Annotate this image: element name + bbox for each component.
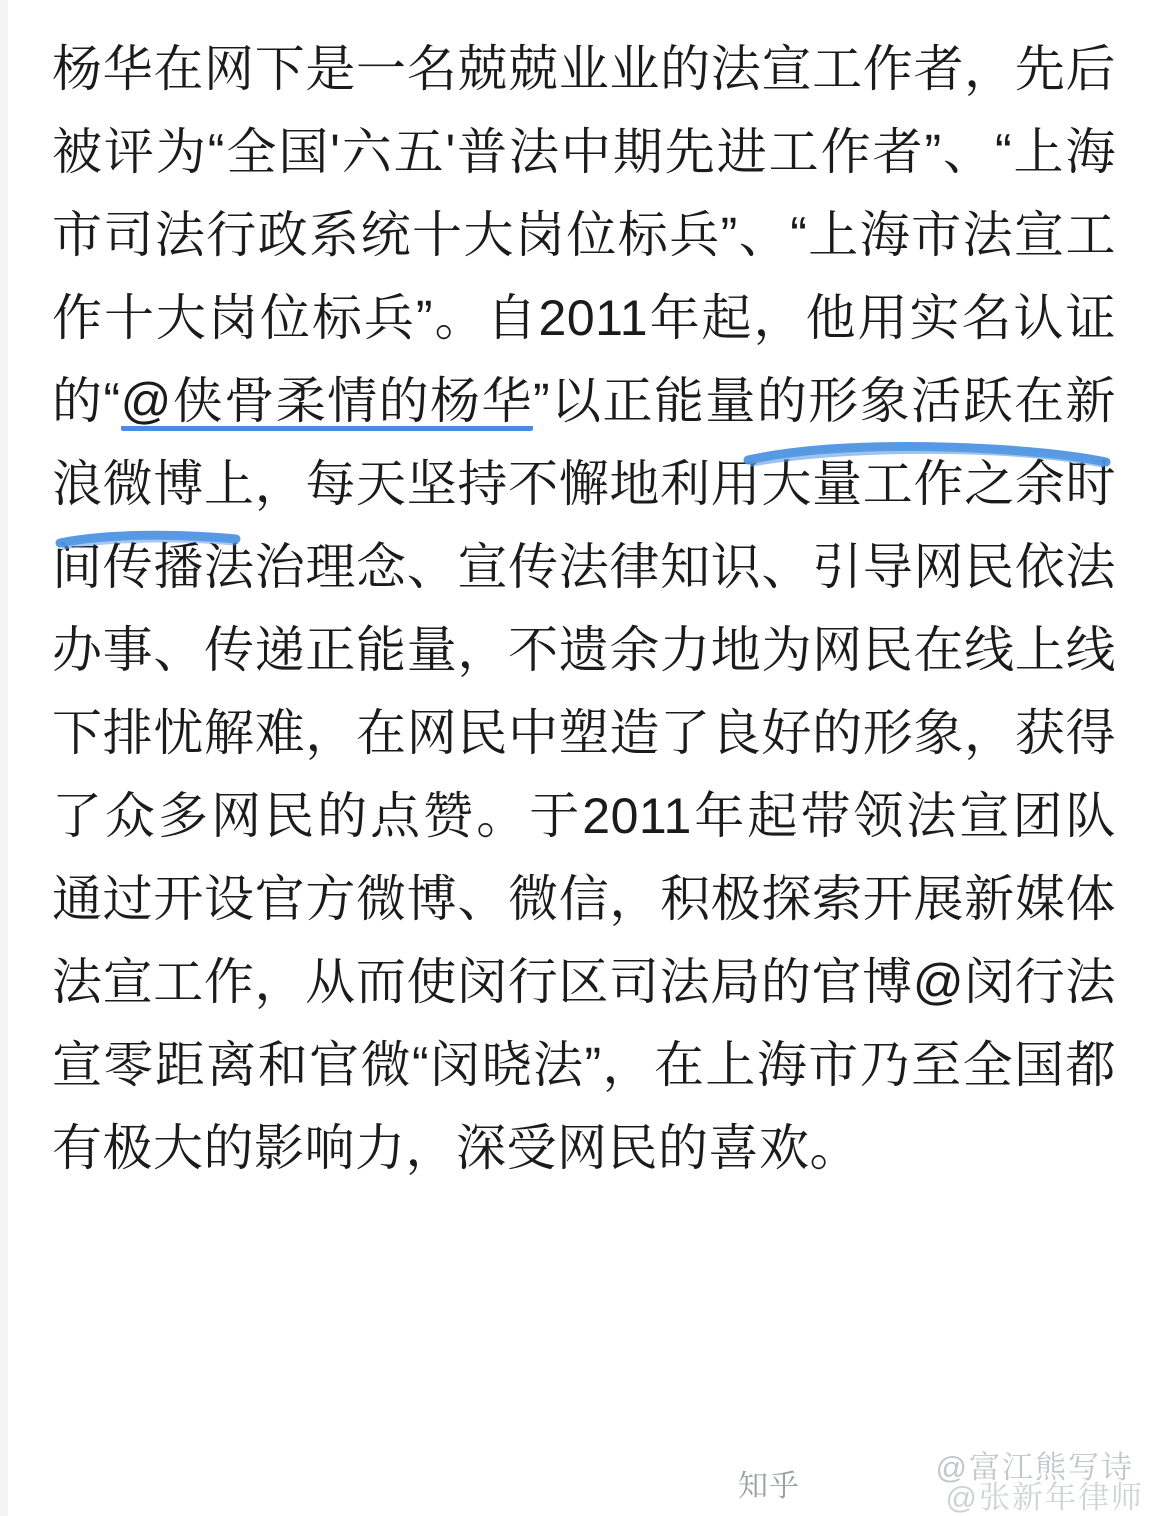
watermark-primary: @富江熊写诗 — [935, 1450, 1134, 1485]
article-paragraph — [52, 28, 1116, 1190]
article-body — [52, 28, 1116, 1190]
footer-watermarks — [738, 1442, 1144, 1515]
paragraph-text-after-highlight: ”以正能量的形象活跃在新浪微博上，每天坚持不懈地利用大量工作之余时间传播法治理念、宣传法律知识、引导网民依法办事、传递正能量，不遗余力地为网民在线上线下排忧解难，在网民中塑造了良好的形象，获得了众多网民的点赞。于2011年起带领法宣团队通过开设官方微博、微信，积极探索开展新媒体法宣工作，从而使闵行区司法局的官博@闵行法宣零距离和官微“闵晓法”，在上海市乃至全国都有极大的影响力，深受网民的喜欢。 — [52, 373, 1116, 1176]
page-left-margin-strip — [0, 0, 8, 1516]
highlighted-handle-text: @侠骨柔情的杨华 — [120, 373, 533, 429]
paragraph-text-before-highlight: 杨华在网下是一名兢兢业业的法宣工作者，先后被评为“全国'六五'普法中期先进工作者”、“上海市司法行政系统十大岗位标兵”、“上海市法宣工作十大岗位标兵”。自2011年起，他用实名认证的“ — [52, 41, 1116, 429]
watermark-secondary: @张新年律师 — [945, 1480, 1144, 1515]
watermark-group — [814, 1442, 1144, 1515]
zhihu-logo-text: 知乎 — [738, 1470, 800, 1503]
